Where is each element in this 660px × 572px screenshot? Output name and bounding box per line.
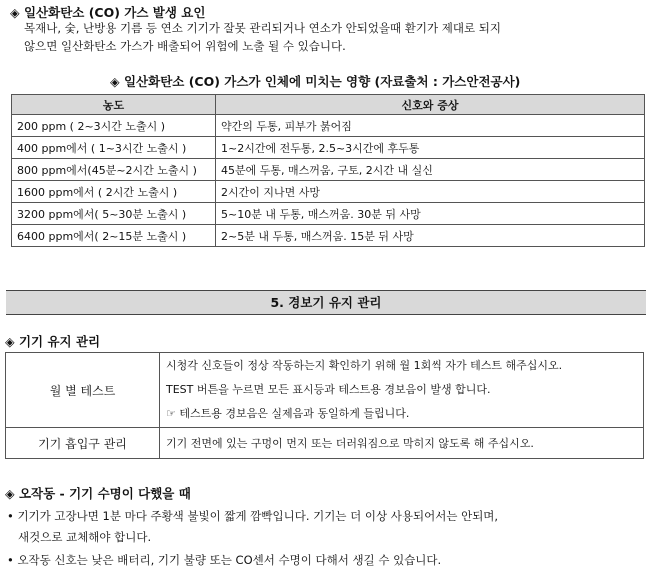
malfunction-bullet-1-cont: 새것으로 교체해야 합니다. [18,530,152,544]
header-symptoms: 신호와 증상 [216,95,645,115]
concentration-cell: 1600 ppm에서 ( 2시간 노출시 ) [12,181,216,203]
table-row [12,159,645,181]
table-row [12,203,645,225]
co-sources-line-2: 않으면 일산화탄소 가스가 배출되어 위험에 노출 될 수 있습니다. [24,39,346,53]
header-concentration: 농도 [12,95,216,115]
symptom-cell: 45분에 두통, 매스꺼움, 구토, 2시간 내 실신 [216,159,645,181]
section-title-bar: 5. 경보기 유지 관리 [6,290,646,315]
concentration-cell: 3200 ppm에서( 5~30분 노출시 ) [12,203,216,225]
co-sources-heading: ◈ 일산화탄소 (CO) 가스 발생 요인 [10,5,206,20]
inlet-care-label: 기기 흡입구 관리 [6,428,160,459]
monthly-test-note: ☞ 테스트용 경보음은 실제음과 동일하게 들립니다. [166,407,410,420]
symptom-cell: 2시간이 지나면 사망 [216,181,645,203]
symptom-cell: 약간의 두통, 피부가 붉어짐 [216,115,645,137]
co-sources-line-1: 목재나, 숯, 난방용 기름 등 연소 기기가 잘못 관리되거나 연소가 안되었을때 환기가 제대로 되지 [24,21,501,35]
co-effects-table [11,94,645,247]
symptom-cell: 2~5분 내 두통, 매스꺼움. 15분 뒤 사망 [216,225,645,247]
table-row [12,181,645,203]
malfunction-bullet-2: • 오작동 신호는 낮은 배터리, 기기 불량 또는 CO센서 수명이 다해서 생길 수 있습니다. [7,553,442,567]
symptom-cell: 1~2시간에 전두통, 2.5~3시간에 후두통 [216,137,645,159]
maintenance-heading: ◈ 기기 유지 관리 [5,334,101,349]
monthly-test-line: 시청각 신호들이 정상 작동하는지 확인하기 위해 월 1회씩 자가 테스트 해주십시오. [166,359,563,372]
table-row [6,428,644,459]
monthly-test-label: 월 별 테스트 [6,353,160,428]
table-row [12,225,645,247]
inlet-care-description: 기기 전면에 있는 구멍이 먼지 또는 더러워짐으로 막히지 않도록 해 주십시오. [160,428,644,459]
concentration-cell: 6400 ppm에서( 2~15분 노출시 ) [12,225,216,247]
co-effects-title: ◈ 일산화탄소 (CO) 가스가 인체에 미치는 영향 (자료출처 : 가스안전공사) [110,74,521,89]
malfunction-bullet-1: • 기기가 고장나면 1분 마다 주황색 불빛이 짧게 깜빡입니다. 기기는 더 이상 사용되어서는 안되며, [7,509,499,523]
malfunction-heading: ◈ 오작동 - 기기 수명이 다했을 때 [5,486,191,501]
concentration-cell: 200 ppm ( 2~3시간 노출시 ) [12,115,216,137]
concentration-cell: 400 ppm에서 ( 1~3시간 노출시 ) [12,137,216,159]
monthly-test-description [160,353,644,428]
symptom-cell: 5~10분 내 두통, 매스꺼움. 30분 뒤 사망 [216,203,645,225]
table-header-row [12,95,645,115]
table-row [12,137,645,159]
monthly-test-line: TEST 버튼을 누르면 모든 표시등과 테스트용 경보음이 발생 합니다. [166,383,491,396]
maintenance-table [5,352,644,459]
table-row [6,353,644,428]
concentration-cell: 800 ppm에서(45분~2시간 노출시 ) [12,159,216,181]
table-row [12,115,645,137]
